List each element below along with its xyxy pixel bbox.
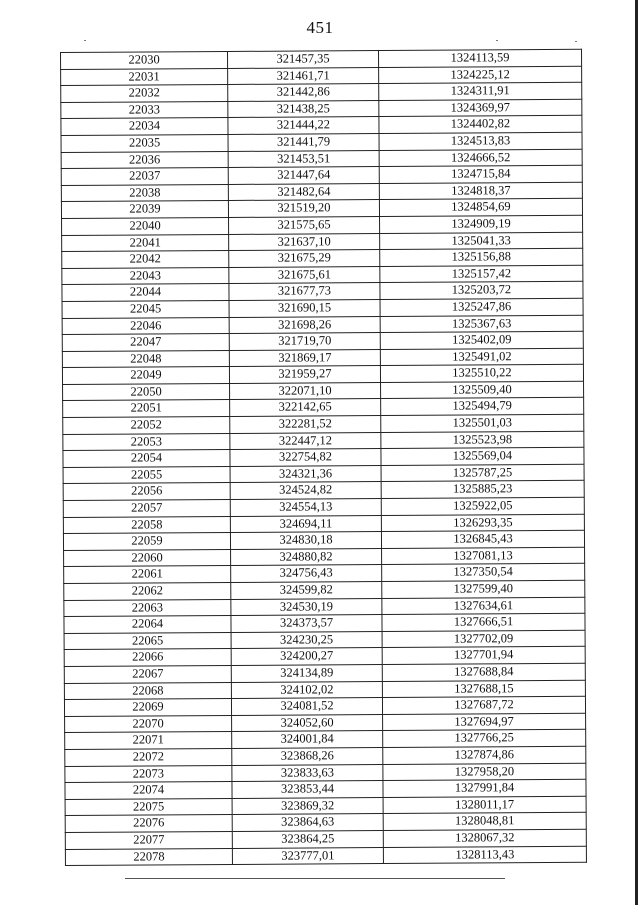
y-coordinate-cell: 1327694,97	[383, 713, 586, 731]
y-coordinate-cell: 1327991,84	[383, 779, 586, 797]
y-coordinate-cell: 1325402,09	[380, 331, 583, 349]
coordinates-table-body	[61, 49, 587, 865]
x-coordinate-cell: 321438,25	[228, 100, 379, 118]
y-coordinate-cell: 1327687,72	[382, 696, 585, 714]
y-coordinate-cell: 1327702,09	[382, 630, 585, 648]
point-number-cell: 22051	[63, 400, 230, 418]
point-number-cell: 22058	[63, 516, 230, 534]
point-number-cell: 22071	[65, 732, 232, 750]
x-coordinate-cell: 321461,71	[228, 67, 379, 85]
y-coordinate-cell: 1327874,86	[383, 746, 586, 764]
y-coordinate-cell: 1325494,79	[381, 398, 584, 416]
point-number-cell: 22042	[62, 251, 229, 269]
y-coordinate-cell: 1324225,12	[379, 66, 582, 84]
bottom-rule	[125, 878, 505, 879]
x-coordinate-cell: 323869,32	[232, 797, 383, 815]
point-number-cell: 22031	[61, 68, 228, 86]
x-coordinate-cell: 324052,60	[232, 714, 383, 732]
x-coordinate-cell: 321690,15	[229, 299, 380, 317]
y-coordinate-cell: 1325203,72	[380, 282, 583, 300]
point-number-cell: 22043	[62, 267, 229, 285]
point-number-cell: 22034	[61, 118, 228, 136]
y-coordinate-cell: 1327701,94	[382, 647, 585, 665]
y-coordinate-cell: 1324854,69	[379, 199, 582, 217]
x-coordinate-cell: 324373,57	[231, 615, 382, 633]
x-coordinate-cell: 323864,63	[232, 814, 383, 832]
point-number-cell: 22056	[63, 483, 230, 501]
point-number-cell: 22046	[62, 317, 229, 335]
y-coordinate-cell: 1328048,81	[383, 813, 586, 831]
x-coordinate-cell: 321444,22	[228, 117, 379, 135]
page-number: 451	[306, 18, 334, 37]
point-number-cell: 22040	[62, 217, 229, 235]
x-coordinate-cell: 322281,52	[230, 416, 381, 434]
point-number-cell: 22070	[65, 715, 232, 733]
x-coordinate-cell: 323864,25	[232, 830, 383, 848]
point-number-cell: 22073	[65, 765, 232, 783]
scan-speck	[84, 40, 86, 41]
x-coordinate-cell: 322071,10	[230, 382, 381, 400]
y-coordinate-cell: 1325501,03	[381, 414, 584, 432]
x-coordinate-cell: 324880,82	[231, 548, 382, 566]
y-coordinate-cell: 1328113,43	[383, 846, 586, 864]
page-edge-shadow	[635, 0, 638, 905]
point-number-cell: 22050	[63, 383, 230, 401]
y-coordinate-cell: 1325041,33	[380, 232, 583, 250]
point-number-cell: 22039	[61, 201, 228, 219]
point-number-cell: 22066	[64, 649, 231, 667]
point-number-cell: 22067	[64, 665, 231, 683]
point-number-cell: 22035	[61, 134, 228, 152]
point-number-cell: 22078	[65, 848, 232, 866]
x-coordinate-cell: 324524,82	[230, 482, 381, 500]
x-coordinate-cell: 321457,35	[227, 51, 378, 69]
y-coordinate-cell: 1327766,25	[383, 730, 586, 748]
x-coordinate-cell: 321453,51	[228, 150, 379, 168]
point-number-cell: 22057	[63, 499, 230, 517]
y-coordinate-cell: 1325509,40	[381, 381, 584, 399]
point-number-cell: 22069	[64, 699, 231, 717]
y-coordinate-cell: 1324666,52	[379, 149, 582, 167]
y-coordinate-cell: 1325569,04	[381, 448, 584, 466]
x-coordinate-cell: 323868,26	[232, 747, 383, 765]
point-number-cell: 22060	[64, 549, 231, 567]
point-number-cell: 22074	[65, 782, 232, 800]
x-coordinate-cell: 322142,65	[230, 399, 381, 417]
x-coordinate-cell: 321869,17	[229, 349, 380, 367]
y-coordinate-cell: 1325885,23	[381, 481, 584, 499]
x-coordinate-cell: 324756,43	[231, 565, 382, 583]
x-coordinate-cell: 321637,10	[229, 233, 380, 251]
y-coordinate-cell: 1325787,25	[381, 464, 584, 482]
point-number-cell: 22049	[62, 367, 229, 385]
x-coordinate-cell: 321447,64	[228, 167, 379, 185]
point-number-cell: 22030	[61, 51, 228, 69]
x-coordinate-cell: 321677,73	[229, 283, 380, 301]
x-coordinate-cell: 324001,84	[232, 731, 383, 749]
x-coordinate-cell: 321575,65	[229, 216, 380, 234]
y-coordinate-cell: 1324909,19	[380, 215, 583, 233]
y-coordinate-cell: 1327599,40	[382, 580, 585, 598]
point-number-cell: 22041	[62, 234, 229, 252]
y-coordinate-cell: 1327666,51	[382, 613, 585, 631]
y-coordinate-cell: 1325247,86	[380, 298, 583, 316]
x-coordinate-cell: 321675,29	[229, 250, 380, 268]
x-coordinate-cell: 322754,82	[230, 449, 381, 467]
x-coordinate-cell: 324554,13	[230, 499, 381, 517]
y-coordinate-cell: 1324818,37	[379, 182, 582, 200]
y-coordinate-cell: 1325922,05	[381, 497, 584, 515]
y-coordinate-cell: 1324402,82	[379, 116, 582, 134]
point-number-cell: 22036	[61, 151, 228, 169]
point-number-cell: 22065	[64, 632, 231, 650]
x-coordinate-cell: 321959,27	[229, 366, 380, 384]
x-coordinate-cell: 324599,82	[231, 582, 382, 600]
y-coordinate-cell: 1326845,43	[381, 531, 584, 549]
y-coordinate-cell: 1324715,84	[379, 165, 582, 183]
point-number-cell: 22054	[63, 450, 230, 468]
x-coordinate-cell: 324321,36	[230, 465, 381, 483]
x-coordinate-cell: 324694,11	[230, 515, 381, 533]
table-row	[65, 846, 586, 866]
x-coordinate-cell: 322447,12	[230, 432, 381, 450]
y-coordinate-cell: 1324369,97	[379, 99, 582, 117]
point-number-cell: 22033	[61, 101, 228, 119]
point-number-cell: 22064	[64, 616, 231, 634]
x-coordinate-cell: 323853,44	[232, 781, 383, 799]
x-coordinate-cell: 321719,70	[229, 333, 380, 351]
y-coordinate-cell: 1328067,32	[383, 829, 586, 847]
y-coordinate-cell: 1326293,35	[381, 514, 584, 532]
y-coordinate-cell: 1327688,15	[382, 680, 585, 698]
point-number-cell: 22061	[64, 566, 231, 584]
x-coordinate-cell: 324081,52	[231, 698, 382, 716]
point-number-cell: 22059	[63, 533, 230, 551]
x-coordinate-cell: 321441,79	[228, 134, 379, 152]
point-number-cell: 22055	[63, 466, 230, 484]
point-number-cell: 22037	[61, 168, 228, 186]
y-coordinate-cell: 1325523,98	[381, 431, 584, 449]
point-number-cell: 22047	[62, 334, 229, 352]
y-coordinate-cell: 1327350,54	[382, 564, 585, 582]
x-coordinate-cell: 321519,20	[228, 200, 379, 218]
point-number-cell: 22076	[65, 815, 232, 833]
y-coordinate-cell: 1327688,84	[382, 663, 585, 681]
x-coordinate-cell: 324230,25	[231, 631, 382, 649]
point-number-cell: 22053	[63, 433, 230, 451]
point-number-cell: 22068	[64, 682, 231, 700]
x-coordinate-cell: 324530,19	[231, 598, 382, 616]
point-number-cell: 22072	[65, 748, 232, 766]
y-coordinate-cell: 1324113,59	[378, 49, 581, 67]
y-coordinate-cell: 1325491,02	[380, 348, 583, 366]
x-coordinate-cell: 323777,01	[232, 847, 383, 865]
point-number-cell: 22077	[65, 831, 232, 849]
y-coordinate-cell: 1325367,63	[380, 315, 583, 333]
point-number-cell: 22044	[62, 284, 229, 302]
x-coordinate-cell: 324102,02	[231, 681, 382, 699]
coordinates-table	[60, 49, 587, 866]
x-coordinate-cell: 321675,61	[229, 266, 380, 284]
y-coordinate-cell: 1327081,13	[382, 547, 585, 565]
point-number-cell: 22063	[64, 599, 231, 617]
x-coordinate-cell: 323833,63	[232, 764, 383, 782]
y-coordinate-cell: 1325510,22	[380, 365, 583, 383]
point-number-cell: 22048	[62, 350, 229, 368]
coordinates-table-wrapper	[60, 49, 583, 866]
x-coordinate-cell: 324134,89	[231, 665, 382, 683]
x-coordinate-cell: 324200,27	[231, 648, 382, 666]
y-coordinate-cell: 1327634,61	[382, 597, 585, 615]
y-coordinate-cell: 1325157,42	[380, 265, 583, 283]
point-number-cell: 22062	[64, 582, 231, 600]
scan-speck	[575, 41, 577, 42]
point-number-cell: 22038	[61, 184, 228, 202]
x-coordinate-cell: 321482,64	[228, 183, 379, 201]
point-number-cell: 22032	[61, 85, 228, 103]
x-coordinate-cell: 324830,18	[230, 532, 381, 550]
point-number-cell: 22052	[63, 417, 230, 435]
y-coordinate-cell: 1327958,20	[383, 763, 586, 781]
y-coordinate-cell: 1324311,91	[379, 83, 582, 101]
point-number-cell: 22075	[65, 798, 232, 816]
x-coordinate-cell: 321698,26	[229, 316, 380, 334]
x-coordinate-cell: 321442,86	[228, 84, 379, 102]
scan-speck	[496, 40, 498, 41]
point-number-cell: 22045	[62, 300, 229, 318]
y-coordinate-cell: 1325156,88	[380, 248, 583, 266]
y-coordinate-cell: 1324513,83	[379, 132, 582, 150]
y-coordinate-cell: 1328011,17	[383, 796, 586, 814]
